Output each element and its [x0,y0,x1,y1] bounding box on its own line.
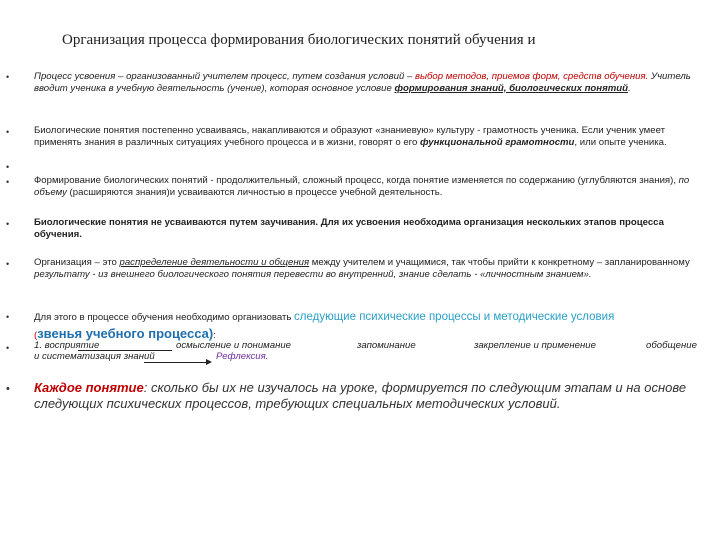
paragraph-literacy [34,125,714,148]
p5-text-a: Организация – это [34,257,120,268]
p1-text-methods: выбор методов, приемов форм, средств обучения. [414,71,649,82]
paragraph-not-memorized [34,217,714,240]
page-title: Организация процесса формирования биологических понятий обучения и [62,32,536,48]
stage-understanding: осмысление и понимание [176,340,292,351]
paragraph-psychological-processes [34,309,714,344]
paragraph-learning-process [34,71,714,94]
p1-text-a: Процесс усвоения – организованный учителем процесс, путем создания условий – [34,71,415,82]
bullet-7: • [6,312,10,322]
paragraph-formation [34,175,714,198]
p3-text-a: Формирование биологических понятий - продолжительный, сложный процесс, когда понятие изменяется по содержанию (углубляются знания), [34,175,679,186]
bullet-9: • [6,383,10,395]
bullet-5: • [6,219,10,229]
p8-text-each-concept: Каждое понятие [34,380,144,395]
arrow-line-2 [144,362,206,363]
bullet-4: • [6,177,10,187]
stage-reflection: Рефлексия. [216,351,269,362]
p2-text-functional: функциональной грамотности [419,136,575,148]
stage-perception: 1. восприятие [34,340,100,351]
p4-text-b: процесса обучения. [34,217,664,240]
p6-text-a: Для этого в процессе обучения необходимо организовать [34,312,295,323]
arrow-head-icon [206,359,212,365]
bullet-8: • [6,343,10,353]
paragraph-organization [34,257,714,280]
p6-text-paren: ( [34,330,38,341]
arrow-line-1 [78,350,172,351]
p6-text-colon: : [213,330,216,341]
p6-text-processes: следующие психические процессы и методические условия [294,311,615,323]
stage-systematization: и систематизация знаний [34,351,155,362]
paragraph-each-concept [34,380,714,411]
p1-text-formation: формирования знаний, биологических понятий [394,82,628,94]
learning-stages [34,340,714,366]
stage-consolidation: закрепление и применение [474,340,596,351]
bullet-6: • [6,259,10,269]
p5-text-c: между учителем и учащимися, так чтобы прийти к конкретному – запланированному [309,257,690,268]
stage-memorization: запоминание [357,340,416,351]
p5-text-distribution: распределение деятельности и общения [119,257,310,268]
bullet-3: • [6,162,10,172]
p8-text-b: : сколько бы их не изучалось на уроке, формируется по следующим этапам и на основе следующих психических процессов, требующих специальных методических условий. [34,380,687,411]
p3-text-volume: по объему [34,175,690,198]
p1-text-e: . [627,82,631,94]
p2-text-a: Биологические понятия постепенно усваиваясь, накапливаются и образуют «знаниевую» культуру - грамотность ученика. Если ученик умеет применять знания в различных ситуациях учебного процесса и в жизни, говорят о его [34,125,665,148]
p5-text-result: результату - из внешнего биологического понятия перевести во внутренний, знание сделать - «личностным знанием». [34,268,592,280]
p3-text-c: (расширяются знания)и усваиваются личностью в процессе учебной деятельность. [66,186,443,198]
bullet-1: • [6,72,10,82]
p4-text-a: Биологические понятия не усваиваются путем заучивания. Для их усвоения необходима организация нескольких этапов [34,217,617,228]
p6-text-links: звенья учебного процесса) [37,326,214,341]
bullet-2: • [6,127,10,137]
p1-text-c: Учитель вводит ученика в учебную деятельность (учение), которая основное условие [34,71,691,94]
p2-text-c: , или опыте ученика. [574,136,667,148]
stage-generalization: обобщение [646,340,697,351]
